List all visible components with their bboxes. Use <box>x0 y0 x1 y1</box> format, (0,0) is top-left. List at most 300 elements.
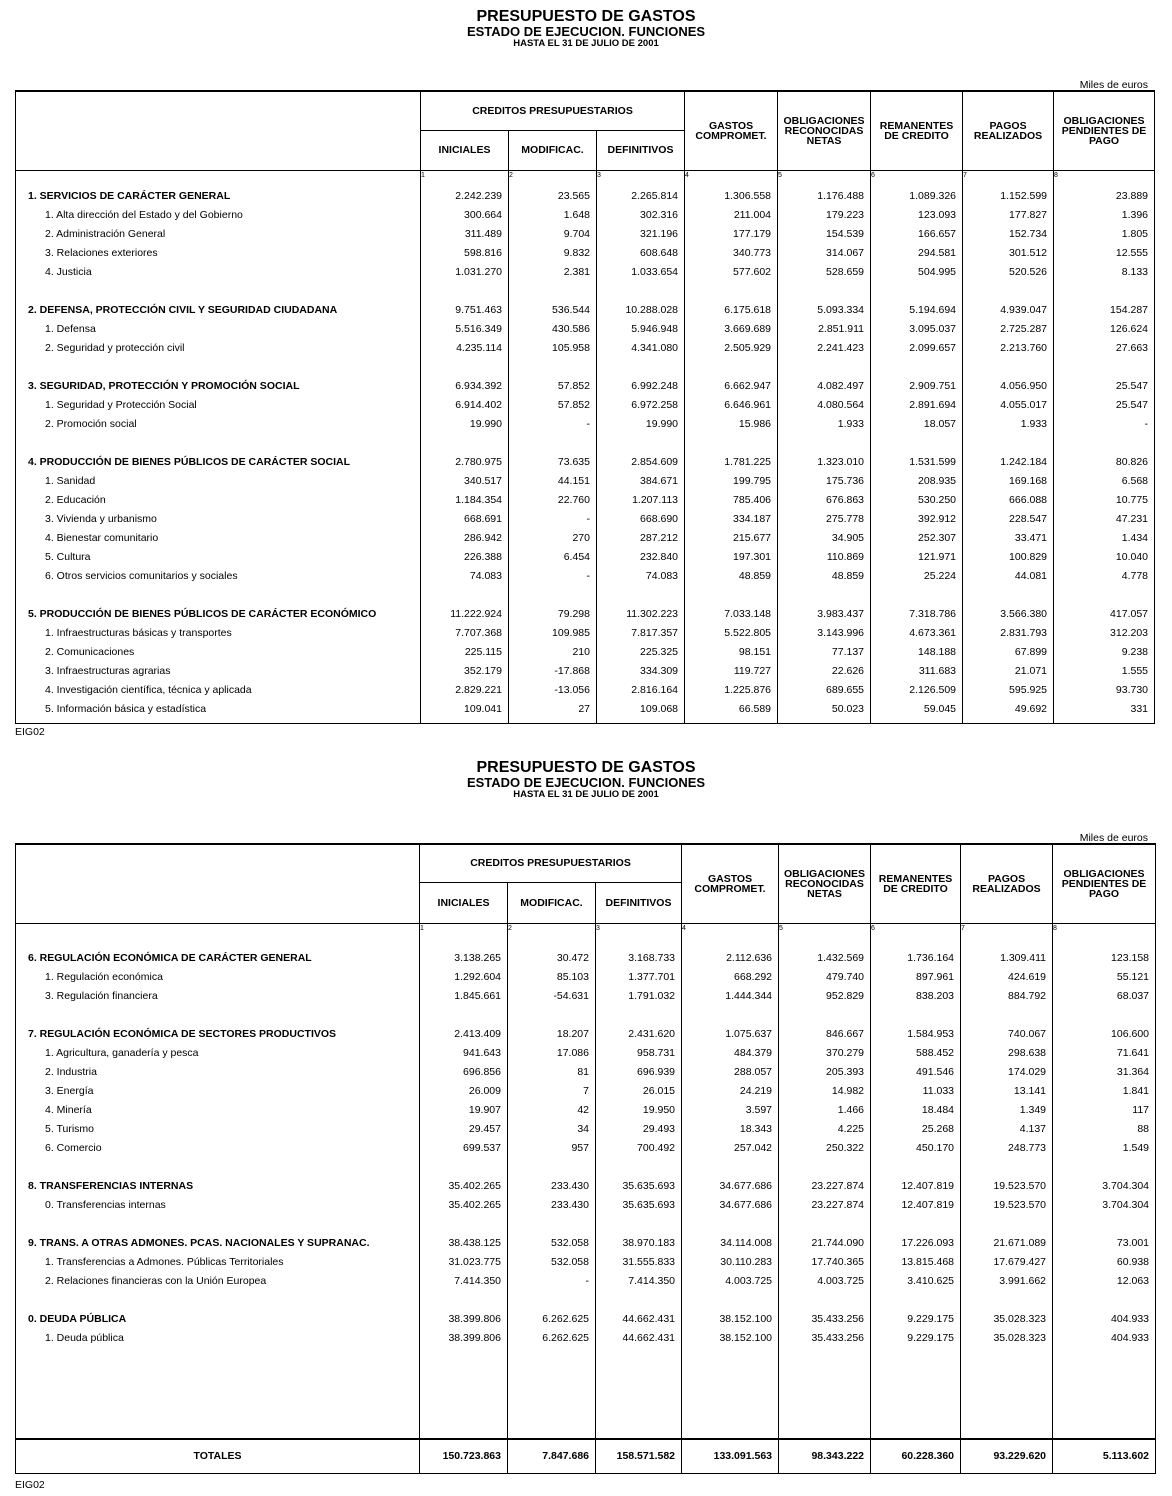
value-cell: 250.322 <box>779 1138 871 1157</box>
pendientes-header: OBLIGACIONES PENDIENTES DE PAGO <box>1053 844 1156 923</box>
value-cell: 23.227.874 <box>779 1176 871 1195</box>
value-cell: 25.547 <box>1054 395 1155 414</box>
value-cell: 2.241.423 <box>778 338 871 357</box>
value-cell: 27.663 <box>1054 338 1155 357</box>
col-number: 7 <box>961 923 1053 934</box>
row-label: 4. Justicia <box>45 265 92 278</box>
col-number: 6 <box>871 170 963 181</box>
value-cell: 248.773 <box>961 1138 1053 1157</box>
value-cell: 42 <box>508 1100 596 1119</box>
value-cell: 2.413.409 <box>420 1024 508 1043</box>
totals-label: TOTALES <box>193 1450 242 1463</box>
row-label: 3. Infraestructuras agrarias <box>45 664 171 677</box>
col-number: 4 <box>682 923 779 934</box>
value-cell: 334.187 <box>685 509 778 528</box>
value-cell: 12.407.819 <box>871 1195 961 1214</box>
table-row <box>16 967 1156 986</box>
modificac-header: MODIFICAC. <box>508 882 596 923</box>
value-cell: 6.662.947 <box>685 376 778 395</box>
value-cell: 785.406 <box>685 490 778 509</box>
value-cell: 47.231 <box>1054 509 1155 528</box>
value-cell: - <box>509 509 597 528</box>
value-cell: 109.068 <box>597 699 685 718</box>
value-cell: 79.298 <box>509 604 597 623</box>
value-cell: 1.549 <box>1053 1138 1156 1157</box>
row-label: 1. Infraestructuras básicas y transportes <box>45 626 232 639</box>
col-number: 3 <box>597 170 685 181</box>
row-label: 0. Transferencias internas <box>45 1198 166 1211</box>
value-cell: 117 <box>1053 1100 1156 1119</box>
row-label: 1. Seguridad y Protección Social <box>45 398 197 411</box>
value-cell: 3.138.265 <box>420 948 508 967</box>
value-cell: 897.961 <box>871 967 961 986</box>
row-label: 3. Vivienda y urbanismo <box>45 512 157 525</box>
remanentes-header: REMANENTES DE CREDITO <box>871 91 963 170</box>
value-cell: 4.003.725 <box>779 1271 871 1290</box>
value-cell: 689.655 <box>778 680 871 699</box>
iniciales-header: INICIALES <box>421 130 509 170</box>
value-cell: 7.414.350 <box>596 1271 682 1290</box>
value-cell: 17.740.365 <box>779 1252 871 1271</box>
value-cell: 34.677.686 <box>682 1195 779 1214</box>
value-cell: 25.547 <box>1054 376 1155 395</box>
value-cell: 154.539 <box>778 224 871 243</box>
value-cell: 21.071 <box>963 661 1054 680</box>
value-cell: 21.744.090 <box>779 1233 871 1252</box>
value-cell: 696.856 <box>420 1062 508 1081</box>
value-cell: 35.635.693 <box>596 1176 682 1195</box>
value-cell: 2.891.694 <box>871 395 963 414</box>
value-cell: 7 <box>508 1081 596 1100</box>
value-cell: 30.110.283 <box>682 1252 779 1271</box>
value-cell: 7.817.357 <box>597 623 685 642</box>
value-cell: 2.854.609 <box>597 452 685 471</box>
value-cell: 38.970.183 <box>596 1233 682 1252</box>
value-cell: 177.827 <box>963 205 1054 224</box>
value-cell: 30.472 <box>508 948 596 967</box>
value-cell: 71.641 <box>1053 1043 1156 1062</box>
value-cell: 148.188 <box>871 642 963 661</box>
value-cell: 106.600 <box>1053 1024 1156 1043</box>
label-column-header <box>16 844 420 923</box>
value-cell: 19.523.570 <box>961 1176 1053 1195</box>
totals-cell: 158.571.582 <box>596 1439 682 1473</box>
value-cell: 668.691 <box>421 509 509 528</box>
value-cell: 11.302.223 <box>597 604 685 623</box>
value-cell: 1.444.344 <box>682 986 779 1005</box>
value-cell: 9.704 <box>509 224 597 243</box>
value-cell: - <box>508 1271 596 1290</box>
value-cell: 25.224 <box>871 566 963 585</box>
value-cell: 13.815.468 <box>871 1252 961 1271</box>
value-cell: 166.657 <box>871 224 963 243</box>
value-cell: 17.226.093 <box>871 1233 961 1252</box>
value-cell: 100.829 <box>963 547 1054 566</box>
col-number: 6 <box>871 923 961 934</box>
value-cell: 121.971 <box>871 547 963 566</box>
value-cell: 1.736.164 <box>871 948 961 967</box>
value-cell: 26.009 <box>420 1081 508 1100</box>
value-cell: 696.939 <box>596 1062 682 1081</box>
value-cell: 287.212 <box>597 528 685 547</box>
value-cell: 1.584.953 <box>871 1024 961 1043</box>
value-cell: 2.851.911 <box>778 319 871 338</box>
value-cell: 1.555 <box>1054 661 1155 680</box>
value-cell: 6.934.392 <box>421 376 509 395</box>
value-cell: 1.031.270 <box>421 262 509 281</box>
value-cell: 38.399.806 <box>420 1328 508 1347</box>
value-cell: 577.602 <box>685 262 778 281</box>
value-cell: 4.235.114 <box>421 338 509 357</box>
totals-cell: 7.847.686 <box>508 1439 596 1473</box>
row-label: 5. Turismo <box>45 1122 95 1135</box>
value-cell: 49.692 <box>963 699 1054 718</box>
value-cell: 19.523.570 <box>961 1195 1053 1214</box>
pagos-header: PAGOS REALIZADOS <box>961 844 1053 923</box>
value-cell: 2.780.975 <box>421 452 509 471</box>
totals-cell: 98.343.222 <box>779 1439 871 1473</box>
value-cell: 66.589 <box>685 699 778 718</box>
value-cell: 9.229.175 <box>871 1309 961 1328</box>
value-cell: 598.816 <box>421 243 509 262</box>
value-cell: 1.225.876 <box>685 680 778 699</box>
col-number: 1 <box>420 923 508 934</box>
value-cell: 93.730 <box>1054 680 1155 699</box>
value-cell: 1.152.599 <box>963 186 1054 205</box>
value-cell: 44.151 <box>509 471 597 490</box>
value-cell: 22.760 <box>509 490 597 509</box>
value-cell: 536.544 <box>509 300 597 319</box>
value-cell: 110.869 <box>778 547 871 566</box>
value-cell: 4.225 <box>779 1119 871 1138</box>
value-cell: 8.133 <box>1054 262 1155 281</box>
value-cell: 34.905 <box>778 528 871 547</box>
value-cell: 15.986 <box>685 414 778 433</box>
value-cell: 941.643 <box>420 1043 508 1062</box>
value-cell: 1.805 <box>1054 224 1155 243</box>
value-cell: 233.430 <box>508 1195 596 1214</box>
value-cell: - <box>509 566 597 585</box>
value-cell: 884.792 <box>961 986 1053 1005</box>
table-row <box>16 1100 1156 1119</box>
value-cell: 179.223 <box>778 205 871 224</box>
value-cell: 275.778 <box>778 509 871 528</box>
value-cell: 126.624 <box>1054 319 1155 338</box>
value-cell: 27 <box>509 699 597 718</box>
section-label: 6. REGULACIÓN ECONÓMICA DE CARÁCTER GENERAL <box>28 951 312 964</box>
value-cell: 340.773 <box>685 243 778 262</box>
value-cell: 57.852 <box>509 376 597 395</box>
value-cell: -54.631 <box>508 986 596 1005</box>
value-cell: 7.707.368 <box>421 623 509 642</box>
value-cell: 3.669.689 <box>685 319 778 338</box>
value-cell: 370.279 <box>779 1043 871 1062</box>
value-cell: 2.831.793 <box>963 623 1054 642</box>
value-cell: 6.175.618 <box>685 300 778 319</box>
value-cell: 11.222.924 <box>421 604 509 623</box>
creditos-header: CREDITOS PRESUPUESTARIOS <box>421 91 685 130</box>
row-label: 2. Educación <box>45 493 106 506</box>
value-cell: 676.863 <box>778 490 871 509</box>
value-cell: 35.028.323 <box>961 1309 1053 1328</box>
value-cell: 4.939.047 <box>963 300 1054 319</box>
value-cell: 288.057 <box>682 1062 779 1081</box>
value-cell: 6.914.402 <box>421 395 509 414</box>
value-cell: 208.935 <box>871 471 963 490</box>
table-row <box>16 1195 1156 1214</box>
value-cell: 77.137 <box>778 642 871 661</box>
section-label: 3. SEGURIDAD, PROTECCIÓN Y PROMOCIÓN SOCIAL <box>28 379 300 392</box>
value-cell: 3.566.380 <box>963 604 1054 623</box>
value-cell: 298.638 <box>961 1043 1053 1062</box>
value-cell: 12.407.819 <box>871 1176 961 1195</box>
value-cell: 6.568 <box>1054 471 1155 490</box>
value-cell: 5.946.948 <box>597 319 685 338</box>
row-label: 6. Comercio <box>45 1141 102 1154</box>
value-cell: 1.648 <box>509 205 597 224</box>
value-cell: 67.899 <box>963 642 1054 661</box>
value-cell: 6.992.248 <box>597 376 685 395</box>
section-label: 5. PRODUCCIÓN DE BIENES PÚBLICOS DE CARÁCTER ECONÓMICO <box>28 607 377 620</box>
value-cell: 174.029 <box>961 1062 1053 1081</box>
value-cell: 38.152.100 <box>682 1328 779 1347</box>
value-cell: 215.677 <box>685 528 778 547</box>
value-cell: 18.484 <box>871 1100 961 1119</box>
value-cell: 740.067 <box>961 1024 1053 1043</box>
iniciales-header: INICIALES <box>420 882 508 923</box>
value-cell: 3.410.625 <box>871 1271 961 1290</box>
row-label: 1. Deuda pública <box>45 1331 124 1344</box>
row-label: 2. Comunicaciones <box>45 645 135 658</box>
value-cell: 233.430 <box>508 1176 596 1195</box>
section-label: 8. TRANSFERENCIAS INTERNAS <box>28 1179 194 1192</box>
value-cell: 1.791.032 <box>596 986 682 1005</box>
value-cell: 10.040 <box>1054 547 1155 566</box>
value-cell: 1.033.654 <box>597 262 685 281</box>
value-cell: 68.037 <box>1053 986 1156 1005</box>
row-label: 1. Regulación económica <box>45 970 163 983</box>
value-cell: 98.151 <box>685 642 778 661</box>
section-label: 1. SERVICIOS DE CARÁCTER GENERAL <box>28 189 231 202</box>
blank-row <box>16 1157 1156 1176</box>
value-cell: 6.262.625 <box>508 1309 596 1328</box>
value-cell: 1.176.488 <box>778 186 871 205</box>
value-cell: 19.990 <box>597 414 685 433</box>
row-label: 2. Administración General <box>45 227 166 240</box>
value-cell: 530.250 <box>871 490 963 509</box>
value-cell: 10.775 <box>1054 490 1155 509</box>
units-label: Miles de euros <box>1079 832 1148 844</box>
value-cell: 5.516.349 <box>421 319 509 338</box>
value-cell: 105.958 <box>509 338 597 357</box>
remanentes-header: REMANENTES DE CREDITO <box>871 844 961 923</box>
col-number: 7 <box>963 170 1054 181</box>
report-period: HASTA EL 31 DE JULIO DE 2001 <box>513 789 659 800</box>
section-label: 4. PRODUCCIÓN DE BIENES PÚBLICOS DE CARÁCTER SOCIAL <box>28 455 351 468</box>
value-cell: 85.103 <box>508 967 596 986</box>
units-label: Miles de euros <box>1079 79 1148 91</box>
value-cell: 59.045 <box>871 699 963 718</box>
totals-cell: 150.723.863 <box>420 1439 508 1473</box>
obligaciones-header: OBLIGACIONES RECONOCIDAS NETAS <box>778 91 871 170</box>
section-label: 7. REGULACIÓN ECONÓMICA DE SECTORES PRODUCTIVOS <box>28 1027 337 1040</box>
value-cell: 169.168 <box>963 471 1054 490</box>
value-cell: 80.826 <box>1054 452 1155 471</box>
value-cell: 177.179 <box>685 224 778 243</box>
value-cell: 1.434 <box>1054 528 1155 547</box>
value-cell: 311.489 <box>421 224 509 243</box>
value-cell: 6.454 <box>509 547 597 566</box>
value-cell: -13.056 <box>509 680 597 699</box>
value-cell: 197.301 <box>685 547 778 566</box>
col-number: 3 <box>596 923 682 934</box>
value-cell: 23.565 <box>509 186 597 205</box>
value-cell: 5.093.334 <box>778 300 871 319</box>
value-cell: 491.546 <box>871 1062 961 1081</box>
row-label: 2. Relaciones financieras con la Unión Europea <box>45 1274 267 1287</box>
value-cell: 532.058 <box>508 1252 596 1271</box>
value-cell: 2.909.751 <box>871 376 963 395</box>
value-cell: 10.288.028 <box>597 300 685 319</box>
section-label: 9. TRANS. A OTRAS ADMONES. PCAS. NACIONALES Y SUPRANAC. <box>28 1236 370 1249</box>
value-cell: 225.325 <box>597 642 685 661</box>
value-cell: 404.933 <box>1053 1309 1156 1328</box>
value-cell: 1.242.184 <box>963 452 1054 471</box>
totals-cell: 93.229.620 <box>961 1439 1053 1473</box>
value-cell: 14.982 <box>779 1081 871 1100</box>
value-cell: 2.242.239 <box>421 186 509 205</box>
value-cell: 38.438.125 <box>420 1233 508 1252</box>
value-cell: 2.816.164 <box>597 680 685 699</box>
value-cell: 340.517 <box>421 471 509 490</box>
value-cell: 2.829.221 <box>421 680 509 699</box>
value-cell: 1.323.010 <box>778 452 871 471</box>
top-spacer-row <box>16 934 1156 948</box>
section-label: 2. DEFENSA, PROTECCIÓN CIVIL Y SEGURIDAD CIUDADANA <box>28 303 338 316</box>
value-cell: 1.432.569 <box>779 948 871 967</box>
value-cell: - <box>1054 414 1155 433</box>
table-row <box>16 1328 1156 1347</box>
col-number: 1 <box>421 170 509 181</box>
value-cell: 3.095.037 <box>871 319 963 338</box>
value-cell: 1.933 <box>963 414 1054 433</box>
modificac-header: MODIFICAC. <box>509 130 597 170</box>
value-cell: 302.316 <box>597 205 685 224</box>
value-cell: 3.597 <box>682 1100 779 1119</box>
value-cell: 700.492 <box>596 1138 682 1157</box>
value-cell: 1.309.411 <box>961 948 1053 967</box>
value-cell: 7.318.786 <box>871 604 963 623</box>
table-row <box>16 1062 1156 1081</box>
value-cell: 24.219 <box>682 1081 779 1100</box>
value-cell: 9.229.175 <box>871 1328 961 1347</box>
value-cell: 4.056.950 <box>963 376 1054 395</box>
value-cell: 18.343 <box>682 1119 779 1138</box>
value-cell: 31.364 <box>1053 1062 1156 1081</box>
row-label: 4. Investigación científica, técnica y aplicada <box>45 683 252 696</box>
expenditure-table-2 <box>15 843 1156 1474</box>
section-row <box>16 948 1156 967</box>
value-cell: 4.082.497 <box>778 376 871 395</box>
blank-row <box>16 1005 1156 1024</box>
value-cell: 210 <box>509 642 597 661</box>
value-cell: 4.137 <box>961 1119 1053 1138</box>
value-cell: 2.505.929 <box>685 338 778 357</box>
value-cell: 55.121 <box>1053 967 1156 986</box>
value-cell: - <box>509 414 597 433</box>
value-cell: 321.196 <box>597 224 685 243</box>
value-cell: 2.265.814 <box>597 186 685 205</box>
value-cell: 450.170 <box>871 1138 961 1157</box>
value-cell: 44.662.431 <box>596 1309 682 1328</box>
value-cell: 35.433.256 <box>779 1309 871 1328</box>
value-cell: 958.731 <box>596 1043 682 1062</box>
row-label: 3. Energía <box>45 1084 94 1097</box>
value-cell: 3.143.996 <box>778 623 871 642</box>
value-cell: 199.795 <box>685 471 778 490</box>
value-cell: 60.938 <box>1053 1252 1156 1271</box>
value-cell: 6.646.961 <box>685 395 778 414</box>
value-cell: 7.414.350 <box>420 1271 508 1290</box>
value-cell: 1.841 <box>1053 1081 1156 1100</box>
bottom-spacer-row <box>16 1347 1156 1439</box>
value-cell: 352.179 <box>421 661 509 680</box>
value-cell: 33.471 <box>963 528 1054 547</box>
blank-row <box>16 1290 1156 1309</box>
table-row <box>16 1271 1156 1290</box>
value-cell: 205.393 <box>779 1062 871 1081</box>
value-cell: 312.203 <box>1054 623 1155 642</box>
col-number: 8 <box>1054 170 1155 181</box>
value-cell: 5.194.694 <box>871 300 963 319</box>
value-cell: 668.292 <box>682 967 779 986</box>
value-cell: 699.537 <box>420 1138 508 1157</box>
gastos-header: GASTOS COMPROMET. <box>682 844 779 923</box>
section-label: 0. DEUDA PÚBLICA <box>28 1312 127 1325</box>
row-label: 1. Sanidad <box>45 474 96 487</box>
section-row <box>16 1176 1156 1195</box>
value-cell: 666.088 <box>963 490 1054 509</box>
row-label: 5. Información básica y estadística <box>45 702 207 715</box>
value-cell: 9.238 <box>1054 642 1155 661</box>
value-cell: 595.925 <box>963 680 1054 699</box>
row-label: 4. Minería <box>45 1103 92 1116</box>
value-cell: 29.457 <box>420 1119 508 1138</box>
col-number: 2 <box>509 170 597 181</box>
value-cell: 4.003.725 <box>682 1271 779 1290</box>
row-label: 1. Transferencias a Admones. Públicas Territoriales <box>45 1255 284 1268</box>
value-cell: 4.341.080 <box>597 338 685 357</box>
table-row <box>16 1081 1156 1100</box>
value-cell: 38.399.806 <box>420 1309 508 1328</box>
value-cell: 5.522.805 <box>685 623 778 642</box>
value-cell: 88 <box>1053 1119 1156 1138</box>
value-cell: 1.075.637 <box>682 1024 779 1043</box>
value-cell: 26.015 <box>596 1081 682 1100</box>
totals-cell: 5.113.602 <box>1053 1439 1156 1473</box>
value-cell: 392.912 <box>871 509 963 528</box>
value-cell: 4.778 <box>1054 566 1155 585</box>
value-cell: 2.126.509 <box>871 680 963 699</box>
section-row <box>16 1233 1156 1252</box>
value-cell: 73.001 <box>1053 1233 1156 1252</box>
gastos-header: GASTOS COMPROMET. <box>685 91 778 170</box>
row-label: 4. Bienestar comunitario <box>45 531 159 544</box>
value-cell: 3.168.733 <box>596 948 682 967</box>
value-cell: 21.671.089 <box>961 1233 1053 1252</box>
value-cell: 2.381 <box>509 262 597 281</box>
value-cell: 331 <box>1054 699 1155 718</box>
